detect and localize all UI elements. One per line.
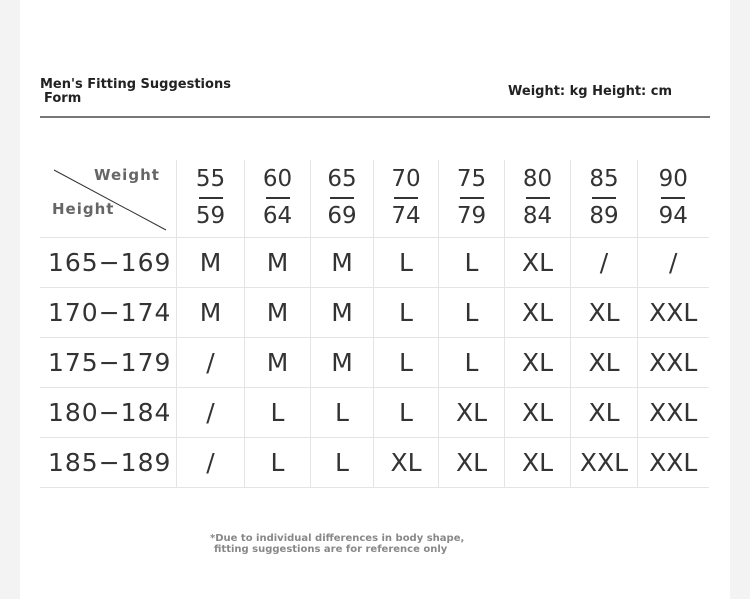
height-range-cell: 180−184 [40,388,177,438]
corner-cell [40,160,177,238]
size-cell: XL [439,388,505,438]
fraction-bar [330,197,354,199]
size-chart-page [20,0,730,599]
size-cell: L [439,238,505,288]
weight-max: 74 [391,203,421,229]
fraction-bar [394,197,418,199]
table-row [40,438,709,488]
size-cell: / [177,388,245,438]
size-cell: L [439,338,505,388]
size-cell: XXL [571,438,638,488]
height-range-cell: 175−179 [40,338,177,388]
size-cell: / [638,238,709,288]
size-cell: XL [571,288,638,338]
weight-max: 64 [262,203,293,229]
size-cell: M [245,288,311,338]
weight-range-cell [638,160,709,238]
size-cell: / [177,438,245,488]
divider [40,116,710,118]
size-cell: XXL [638,438,709,488]
height-range-cell: 170−174 [40,288,177,338]
weight-min: 70 [391,166,421,192]
weight-min: 85 [589,166,619,192]
fraction-bar [526,197,550,199]
table-row [40,288,709,338]
size-cell: XL [505,438,571,488]
height-range-cell: 165−169 [40,238,177,288]
size-cell: M [177,288,245,338]
fraction-bar [661,197,685,199]
size-cell: / [571,238,638,288]
weight-min: 75 [456,166,487,192]
size-cell: M [311,238,374,288]
size-cell: XL [374,438,439,488]
disclaimer-line1: *Due to individual differences in body shape, [210,533,465,544]
size-cell: L [439,288,505,338]
size-cell: / [177,338,245,388]
size-cell: L [311,388,374,438]
size-cell: M [245,238,311,288]
weight-min: 65 [327,166,357,192]
table-row [40,388,709,438]
size-cell: M [245,338,311,388]
size-cell: M [177,238,245,288]
size-cell: L [311,438,374,488]
size-cell: M [311,338,374,388]
chart-title-line2: Form [44,91,82,106]
weight-range-cell [505,160,571,238]
corner-weight-label: Weight [94,166,160,184]
disclaimer-note [210,533,550,555]
size-cell: XL [505,388,571,438]
weight-range-cell [571,160,638,238]
size-cell: XL [505,238,571,288]
size-table [40,160,709,488]
size-cell: L [374,338,439,388]
size-cell: L [374,388,439,438]
weight-max: 69 [327,203,357,229]
size-cell: XXL [638,288,709,338]
units-label: Weight: kg Height: cm [508,84,673,99]
size-cell: XXL [638,338,709,388]
table-row [40,338,709,388]
size-cell: XL [439,438,505,488]
size-cell: XL [505,338,571,388]
weight-min: 55 [195,166,226,192]
chart-title [40,78,260,106]
fraction-bar [266,197,290,199]
weight-max: 89 [589,203,619,229]
weight-min: 60 [262,166,293,192]
weight-min: 80 [522,166,553,192]
size-cell: L [245,388,311,438]
size-cell: L [374,238,439,288]
height-range-cell: 185−189 [40,438,177,488]
size-cell: M [311,288,374,338]
table-row [40,238,709,288]
corner-height-label: Height [52,200,115,218]
size-cell: XL [505,288,571,338]
fraction-bar [460,197,484,199]
weight-range-cell [439,160,505,238]
weight-range-cell [311,160,374,238]
disclaimer-line2: fitting suggestions are for reference only [214,544,448,555]
size-cell: XL [571,388,638,438]
size-cell: XXL [638,388,709,438]
chart-title-line1: Men's Fitting Suggestions [40,77,231,92]
weight-max: 94 [658,203,688,229]
size-cell: L [245,438,311,488]
weight-max: 59 [195,203,226,229]
weight-header-row [40,160,709,238]
fraction-bar [199,197,223,199]
weight-max: 84 [522,203,553,229]
fraction-bar [592,197,616,199]
weight-min: 90 [658,166,688,192]
weight-range-cell [245,160,311,238]
weight-max: 79 [456,203,487,229]
size-cell: L [374,288,439,338]
weight-range-cell [374,160,439,238]
weight-range-cell [177,160,245,238]
size-cell: XL [571,338,638,388]
